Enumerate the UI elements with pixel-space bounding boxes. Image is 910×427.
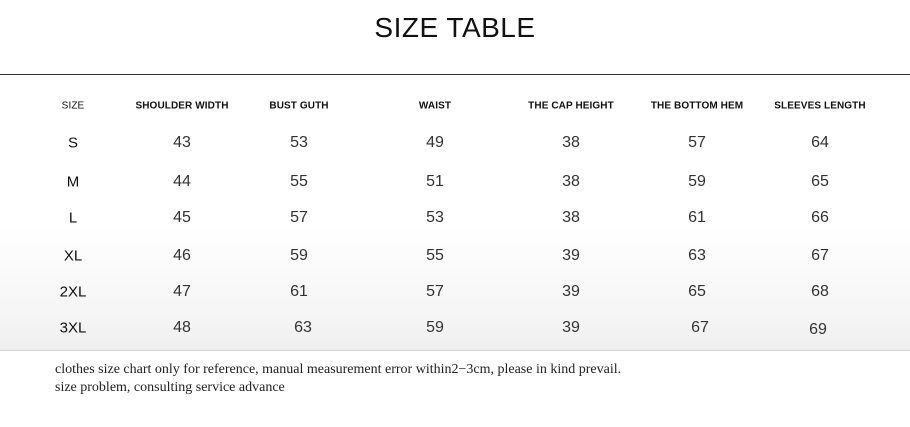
- column-header-waist: WAIST: [418, 100, 452, 112]
- size-label: L: [68, 209, 78, 227]
- table-cell-bust-guth: 61: [290, 283, 308, 300]
- table-cell-bust-guth: 55: [290, 173, 308, 190]
- note-line: size problem, consulting service advance: [55, 380, 285, 395]
- column-header-cap-height: THE CAP HEIGHT: [528, 100, 614, 112]
- table-cell-sleeves-length: 67: [811, 247, 829, 264]
- table-cell-bottom-hem: 61: [688, 209, 706, 226]
- page-title: SIZE TABLE: [374, 12, 536, 43]
- table-cell-waist: 49: [426, 134, 444, 151]
- table-cell-bust-guth: 53: [290, 134, 308, 151]
- table-cell-shoulder-width: 48: [173, 319, 191, 336]
- size-label: S: [67, 134, 79, 152]
- table-cell-shoulder-width: 47: [173, 283, 191, 300]
- table-cell-bust-guth: 59: [290, 247, 308, 264]
- table-cell-cap-height: 38: [562, 209, 580, 226]
- table-cell-shoulder-width: 45: [173, 209, 191, 226]
- table-cell-waist: 59: [426, 319, 444, 336]
- table-cell-cap-height: 38: [562, 173, 580, 190]
- table-cell-cap-height: 39: [562, 247, 580, 264]
- table-cell-bust-guth: 63: [294, 319, 312, 336]
- table-cell-waist: 55: [426, 247, 444, 264]
- size-label: M: [66, 173, 80, 191]
- table-cell-sleeves-length: 65: [811, 173, 829, 190]
- size-table: [0, 75, 910, 350]
- column-header-bust-guth: BUST GUTH: [269, 100, 329, 112]
- table-bottom-divider: [0, 350, 910, 351]
- column-header-sleeves-length: SLEEVES LENGTH: [774, 100, 866, 112]
- size-label: 3XL: [59, 319, 87, 337]
- note-line: clothes size chart only for reference, manual measurement error within2−3cm, please in kind prevail.: [55, 362, 622, 377]
- table-cell-bust-guth: 57: [290, 209, 308, 226]
- table-cell-shoulder-width: 46: [173, 247, 191, 264]
- table-cell-shoulder-width: 43: [173, 134, 191, 151]
- table-cell-bottom-hem: 65: [688, 283, 706, 300]
- table-cell-bottom-hem: 59: [688, 173, 706, 190]
- table-cell-bottom-hem: 63: [688, 247, 706, 264]
- table-cell-cap-height: 39: [562, 319, 580, 336]
- column-header-bottom-hem: THE BOTTOM HEM: [650, 100, 744, 112]
- table-cell-waist: 51: [426, 173, 444, 190]
- table-cell-sleeves-length: 64: [811, 134, 829, 151]
- table-cell-cap-height: 39: [562, 283, 580, 300]
- size-label: XL: [63, 247, 83, 265]
- table-cell-bottom-hem: 67: [691, 319, 709, 336]
- table-cell-waist: 53: [426, 209, 444, 226]
- table-cell-waist: 57: [426, 283, 444, 300]
- table-cell-shoulder-width: 44: [173, 173, 191, 190]
- table-cell-sleeves-length: 66: [811, 209, 829, 226]
- size-label: 2XL: [59, 283, 87, 301]
- table-cell-cap-height: 38: [562, 134, 580, 151]
- table-cell-bottom-hem: 57: [688, 134, 706, 151]
- table-cell-sleeves-length: 68: [811, 283, 829, 300]
- table-cell-sleeves-length: 69: [809, 321, 827, 338]
- reference-note: [0, 361, 910, 427]
- column-header-size: SIZE: [61, 100, 85, 112]
- column-header-shoulder-width: SHOULDER WIDTH: [135, 100, 229, 112]
